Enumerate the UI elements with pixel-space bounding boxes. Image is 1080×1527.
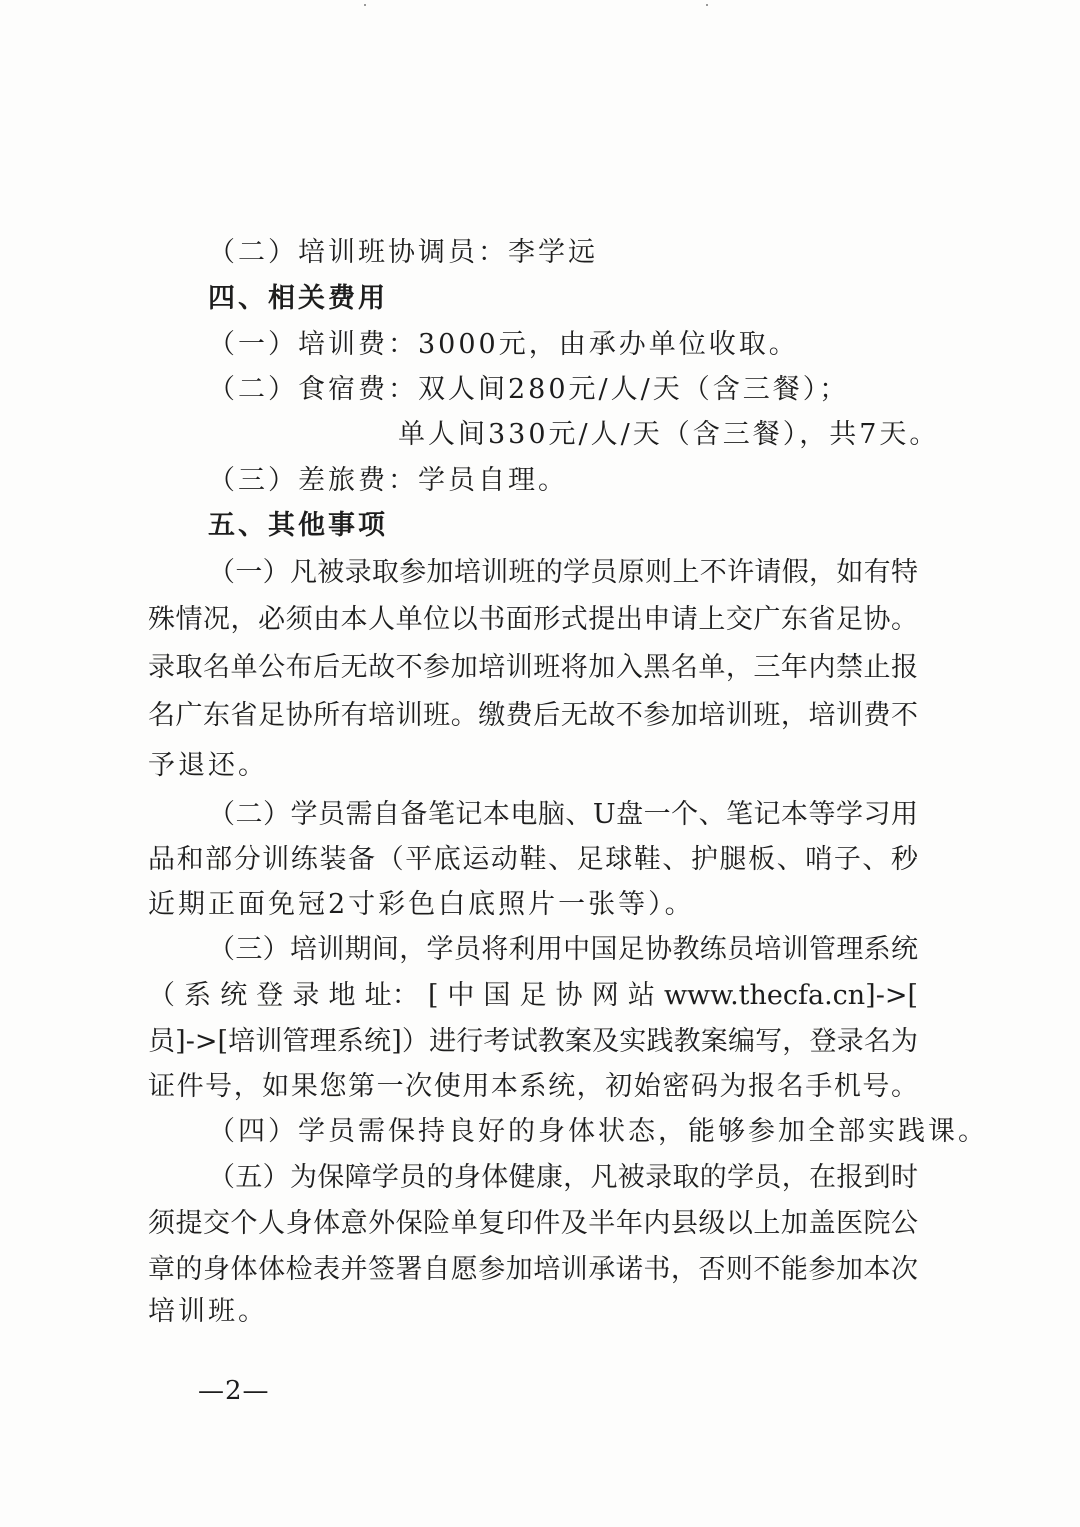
paragraph-line: （一）凡被录取参加培训班的学员原则上不许请假，如有特 (208, 557, 918, 588)
lodging-fee-line-2: 单人间330元/人/天（含三餐），共7天。 (398, 419, 940, 450)
coordinator-line: （二）培训班协调员：李学远 (208, 237, 598, 268)
paragraph-line: 章的身体体检表并签署自愿参加培训承诺书，否则不能参加本次 (148, 1254, 918, 1285)
training-fee-line: （一）培训费：3000元，由承办单位收取。 (208, 329, 799, 360)
paragraph-line: （五）为保障学员的身体健康，凡被录取的学员，在报到时 (208, 1162, 918, 1193)
paragraph-line: 培训班。 (148, 1296, 268, 1327)
travel-fee-line: （三）差旅费：学员自理。 (208, 465, 568, 496)
paragraph-line: 须提交个人身体意外保险单复印件及半年内县级以上加盖医院公 (148, 1208, 918, 1239)
paragraph-line: （四）学员需保持良好的身体状态，能够参加全部实践课。 (208, 1116, 988, 1147)
paragraph-line: 品和部分训练装备（平底运动鞋、足球鞋、护腿板、哨子、秒 (148, 844, 918, 875)
paragraph-line: （ 系 统 登 录 地 址： [ 中 国 足 协 网 站 www.thecfa.cn]->[ (148, 980, 918, 1011)
page-number: —2— (198, 1376, 270, 1406)
scan-dot (364, 4, 366, 6)
paragraph-line: 证件号，如果您第一次使用本系统，初始密码为报名手机号。 (148, 1071, 918, 1102)
section-heading-other: 五、其他事项 (208, 510, 388, 541)
scan-dot (706, 4, 708, 6)
paragraph-line: 殊情况，必须由本人单位以书面形式提出申请上交广东省足协。 (148, 604, 918, 635)
paragraph-line: 予退还。 (148, 750, 268, 781)
paragraph-line: 员]->[培训管理系统]）进行考试教案及实践教案编写，登录名为 (148, 1026, 918, 1057)
paragraph-line: （三）培训期间，学员将利用中国足协教练员培训管理系统 (208, 934, 918, 965)
paragraph-line: 录取名单公布后无故不参加培训班将加入黑名单，三年内禁止报 (148, 652, 918, 683)
section-heading-fees: 四、相关费用 (208, 283, 388, 314)
lodging-fee-line: （二）食宿费：双人间280元/人/天（含三餐）； (208, 374, 850, 405)
paragraph-line: 名广东省足协所有培训班。缴费后无故不参加培训班，培训费不 (148, 700, 918, 731)
paragraph-line: （二）学员需自备笔记本电脑、U盘一个、笔记本等学习用 (208, 799, 918, 830)
paragraph-line: 近期正面免冠2寸彩色白底照片一张等）。 (148, 889, 695, 920)
